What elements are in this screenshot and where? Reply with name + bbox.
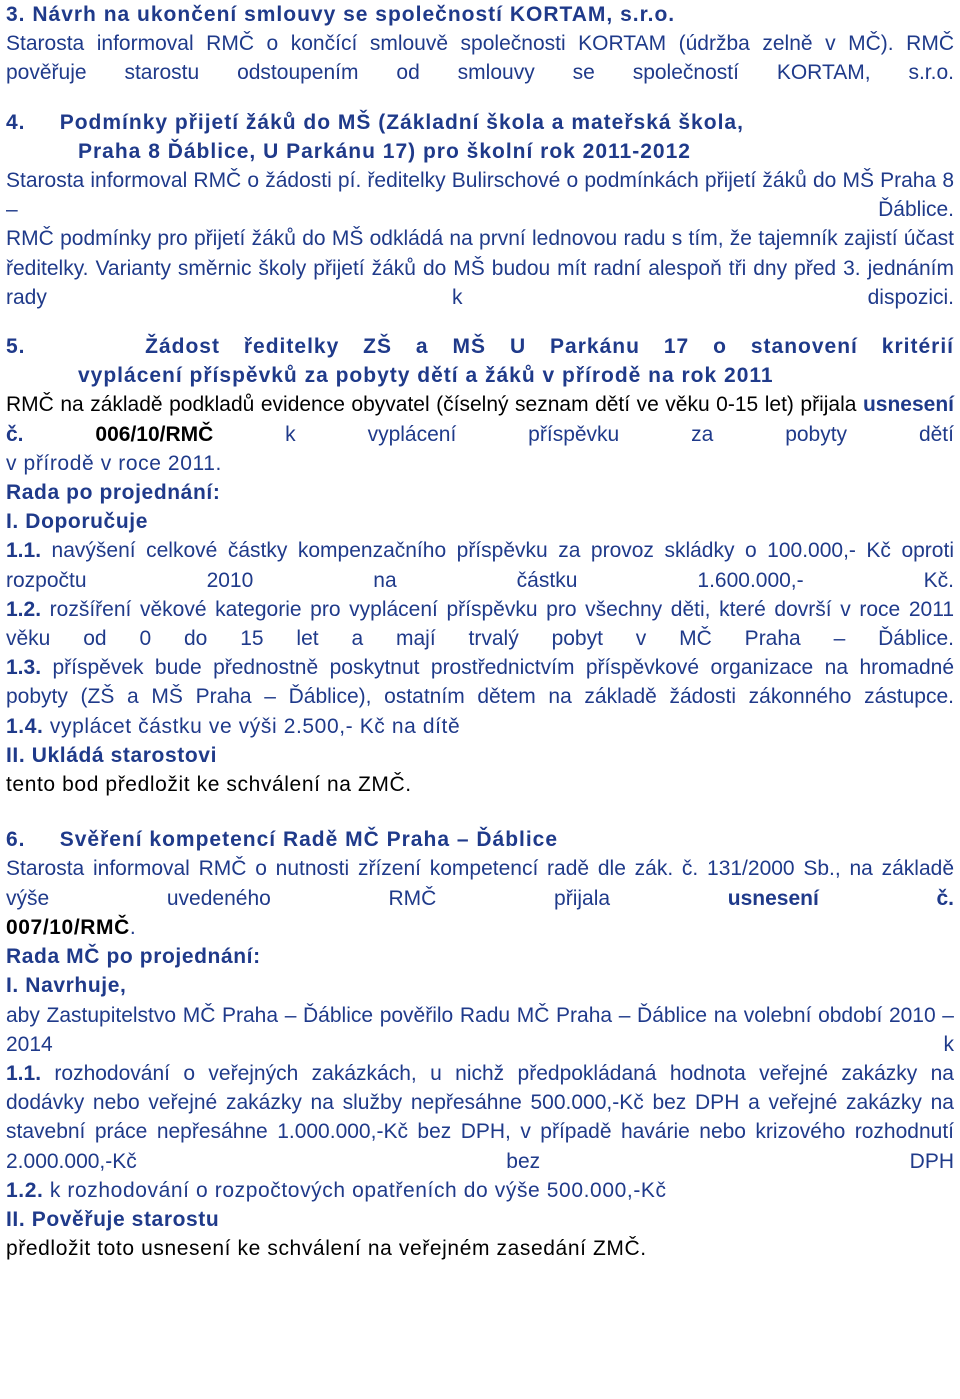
section-6-para-1: Starosta informoval RMČ o nutnosti zřízení kompetencí radě dle zák. č. 131/2000 Sb., na základě výše uvedeného RMČ přijala usnesení č. (6, 857, 954, 910)
resolution-label: usnesení č. (727, 886, 954, 910)
section-5-heading: 5. Žádost ředitelky ZŠ a MŠ U Parkánu 17 o stanovení kritérií (6, 335, 954, 359)
section-6-heading: 6. Svěření kompetencí Radě MČ Praha – Ďáblice (6, 828, 559, 852)
council-after-discussion: Rada po projednání: (6, 481, 221, 505)
council-after-discussion: Rada MČ po projednání: (6, 945, 261, 969)
item-1-4: 1.4. vyplácet částku ve výši 2.500,- Kč na dítě (6, 714, 461, 738)
authorizes-heading: II. Pověřuje starostu (6, 1207, 220, 1231)
item-1-2: 1.2. k rozhodování o rozpočtových opatřeních do výše 500.000,-Kč (6, 1178, 667, 1202)
authorizes-text: předložit toto usnesení ke schválení na veřejném zasedání ZMČ. (6, 1237, 647, 1261)
spacer (6, 88, 954, 108)
section-4 (6, 108, 954, 312)
item-1-1: 1.1. navýšení celkové částky kompenzačního příspěvku za provoz skládky o 100.000,- Kč oproti rozpočtu 2010 na částku 1.600.000,- Kč. (6, 539, 954, 592)
section-3 (6, 0, 954, 88)
proposes-heading: I. Navrhuje, (6, 974, 127, 998)
section-5-para-1: RMČ na základě podkladů evidence obyvatel (číselný seznam dětí ve věku 0-15 let) přijala usnesení č. 006/10/RMČ k vyplácení příspěvku za pobyty dětí (6, 393, 954, 446)
resolution-label: usnesení č. (6, 393, 954, 446)
section-4-para-1: Starosta informoval RMČ o žádosti pí. ředitelky Bulirschové o podmínkách přijetí žáků do MŠ Praha 8 – Ďáblice. (6, 169, 954, 222)
imposes-text: tento bod předložit ke schválení na ZMČ. (6, 773, 412, 797)
section-4-heading-cont: Praha 8 Ďáblice, U Parkánu 17) pro školní rok 2011-2012 (78, 139, 691, 163)
section-5-para-1-end: v přírodě v roce 2011. (6, 451, 222, 475)
resolution-number: 006/10/RMČ (95, 422, 214, 446)
section-5-heading-cont: vyplácení příspěvků za pobyty dětí a žáků v přírodě na rok 2011 (78, 364, 774, 388)
spacer (6, 799, 954, 825)
section-3-text: Starosta informoval RMČ o končící smlouvě společnosti KORTAM (údržba zelně v MČ). RMČ pověřuje starostu odstoupením od smlouvy se společností KORTAM, s.r.o. (6, 32, 954, 85)
imposes-heading: II. Ukládá starostovi (6, 743, 218, 767)
resolution-number: 007/10/RMČ (6, 915, 130, 939)
proposal-text: aby Zastupitelstvo MČ Praha – Ďáblice pověřilo Radu MČ Praha – Ďáblice na volební období 2010 – 2014 k (6, 1003, 954, 1056)
item-1-1: 1.1. rozhodování o veřejných zakázkách, u nichž předpokládaná hodnota veřejné zakázky na dodávky nebo veřejné zakázky na služby nepřesáhne 500.000,-Kč bez DPH a veřejné zakázky na stavební práce nepřesáhne 1.000.000,-Kč bez DPH, v případě havárie nebo krizového rozhodnutí 2.000.000,-Kč bez DPH (6, 1061, 954, 1173)
recommends-heading: I. Doporučuje (6, 510, 148, 534)
section-6-resolution: 007/10/RMČ. (6, 915, 137, 939)
section-3-heading: 3. Návrh na ukončení smlouvy se společností KORTAM, s.r.o. (6, 3, 676, 26)
section-4-heading: 4. Podmínky přijetí žáků do MŠ (Základní škola a mateřská škola, (6, 110, 744, 134)
item-1-2: 1.2. rozšíření věkové kategorie pro vyplácení příspěvku pro všechny děti, které dovrší v roce 2011 věku od 0 do 15 let a mají trvalý pobyt v MČ Praha – Ďáblice. (6, 597, 955, 651)
item-1-3: 1.3. příspěvek bude přednostně poskytnut prostřednictvím příspěvkové organizace na hromadné pobyty (ZŠ a MŠ Praha – Ďáblice), ostatním dětem na základě žádosti zákonného zástupce. (6, 656, 955, 709)
section-6 (6, 825, 954, 1263)
spacer (6, 312, 954, 332)
section-5 (6, 332, 954, 799)
section-4-para-2: RMČ podmínky pro přijetí žáků do MŠ odkládá na první lednovou radu s tím, že tajemník zajistí účast ředitelky. Varianty směrnic školy přijetí žáků do MŠ budou mít radní alespoň tři dny před 3. jednáním rady k dispozici. (6, 227, 954, 309)
